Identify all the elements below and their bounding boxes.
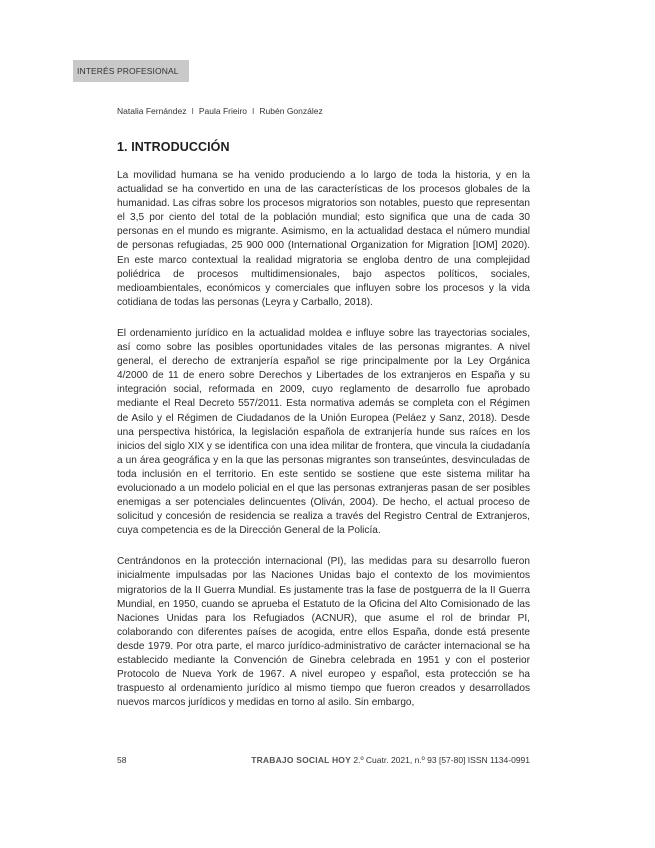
- paragraph: La movilidad humana se ha venido produciendo a lo largo de toda la historia, y en la actualidad se ha convertido en una de las características de los procesos globales de la humanidad. Las cifras sobre los procesos migratorios son notables, puesto que representan el 3,5 por ciento del total de la población mundial; esto significa que una de cada 30 personas en el mundo es migrante. Asimismo, en la actualidad destaca el número mundial de personas refugiadas, 25 900 000 (International Organization for Migration [IOM] 2020). En este marco contextual la realidad migratoria se engloba dentro de una complejidad poliédrica de procesos multidimensionales, bajo aspectos políticos, sociales, medioambientales, económicos y comerciales que influyen sobre los procesos y la vida cotidiana de todas las personas (Leyra y Carballo, 2018).: [117, 170, 530, 308]
- paragraph: El ordenamiento jurídico en la actualidad moldea e influye sobre las trayectorias sociales, así como sobre las posibles oportunidades vitales de las personas migrantes. A nivel general, el derecho de extranjería español se rige principalmente por la Ley Orgánica 4/2000 de 11 de enero sobre Derechos y Libertades de los extranjeros en España y su integración social, reformada en 2009, cuyo reglamento de desarrollo fue aprobado mediante el Real Decreto 557/2011. Esta normativa además se completa con el Régimen de Asilo y el Régimen de Ciudadanos de la Unión Europea (Peláez y Sanz, 2018). Desde una perspectiva histórica, la legislación española de extranjería hunde sus raíces en los inicios del siglo XIX y se identifica con una idea militar de frontera, que vincula la ciudadanía a un área geográfica y en la que las personas migrantes son transeúntes, desvinculadas de toda inclusión en el territorio. En este sentido se sostiene que este sistema militar ha evolucionado a un modelo policial en el que las personas extranjeras pasan de ser posibles enemigas a ser potenciales delincuentes (Oliván, 2004). De hecho, el actual proceso de solicitud y concesión de residencia se realiza a través del Registro Central de Extranjeros, cuya competencia es de la Dirección General de la Policía.: [117, 327, 530, 537]
- journal-citation: [251, 755, 530, 765]
- paragraph: Centrándonos en la protección internacional (PI), las medidas para su desarrollo fueron inicialmente impulsadas por las Naciones Unidas bajo el contexto de los movimientos migratorios de la II Guerra Mundial. Es justamente tras la fase de postguerra de la II Guerra Mundial, en 1950, cuando se aprueba el Estatuto de la Oficina del Alto Comisionado de las Naciones Unidas para los Refugiados (ACNUR), que asume el rol de brindar PI, colaborando con diferentes países de acogida, entre ellos España, donde está presente desde 1979. Por otra parte, el marco jurídico-administrativo de carácter internacional se ha establecido mediante la Convención de Ginebra celebrada en 1951 y con el posterior Protocolo de Nueva York de 1967. A nivel europeo y español, esta protección se ha traspuesto al ordenamiento jurídico al mismo tiempo que fueron creados y desarrollados nuevos marcos jurídicos y medidas en torno al asilo. Sin embargo,: [117, 556, 530, 709]
- article-body: [117, 169, 530, 727]
- author-name: Paula Frieiro: [198, 106, 248, 116]
- journal-name: TRABAJO SOCIAL HOY: [251, 755, 351, 765]
- author-line: [117, 106, 323, 116]
- author-name: Rubén González: [259, 106, 323, 116]
- author-name: Natalia Fernández: [117, 106, 187, 116]
- section-label: INTERÉS PROFESIONAL: [73, 60, 189, 82]
- author-separator: I: [191, 106, 194, 116]
- page-number: 58: [117, 755, 127, 765]
- author-separator: I: [252, 106, 255, 116]
- citation-details: 2.º Cuatr. 2021, n.º 93 [57-80] ISSN 1134-0991: [353, 755, 530, 765]
- section-heading: 1. INTRODUCCIÓN: [117, 140, 230, 154]
